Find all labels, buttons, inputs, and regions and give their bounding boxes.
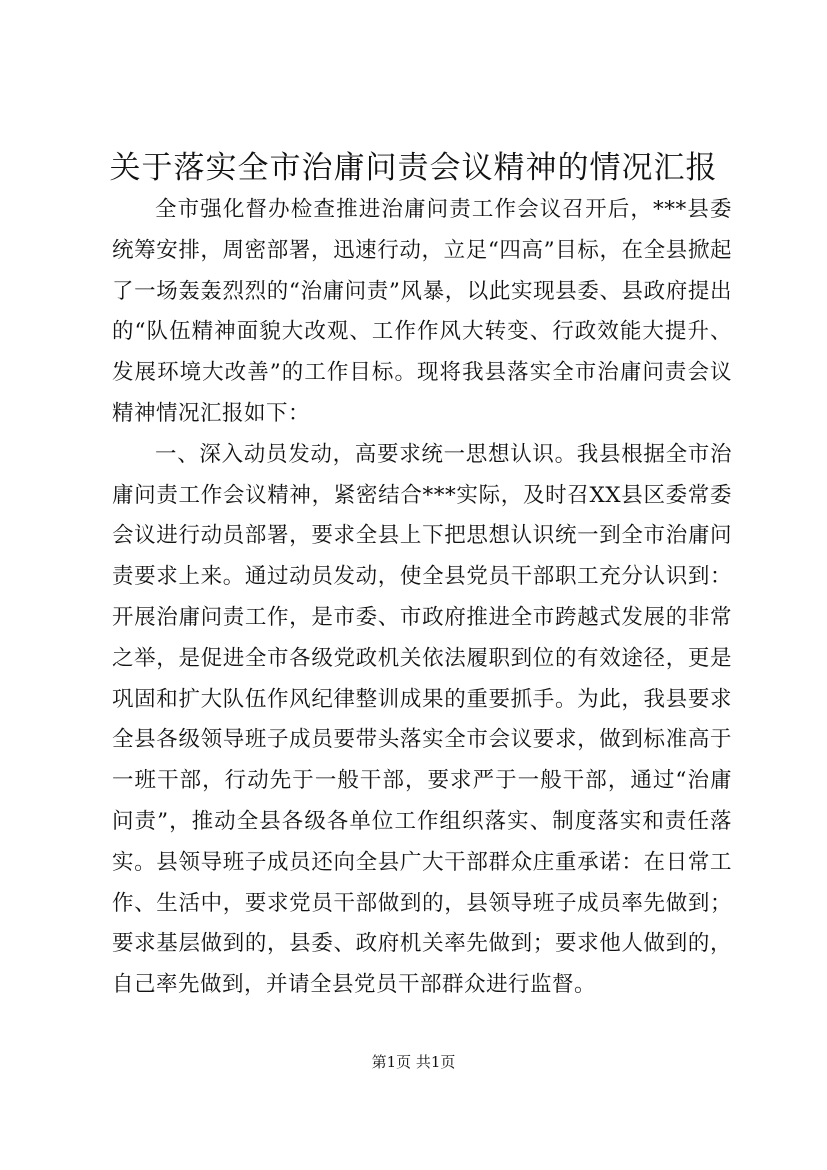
- document-body: [112, 190, 732, 1006]
- paragraph-intro: 全市强化督办检查推进治庸问责工作会议召开后，***县委统筹安排，周密部署，迅速行动，立足“四高”目标，在全县掀起了一场轰轰烈烈的“治庸问责”风暴，以此实现县委、县政府提出的“队伍精神面貌大改观、工作作风大转变、行政效能大提升、发展环境大改善”的工作目标。现将我县落实全市治庸问责会议精神情况汇报如下：: [112, 197, 732, 426]
- page-number-footer: 第1页 共1页: [371, 1053, 456, 1071]
- document-title: 关于落实全市治庸问责会议精神的情况汇报: [109, 150, 718, 186]
- paragraph-section-one: 一、深入动员发动，高要求统一思想认识。我县根据全市治庸问责工作会议精神，紧密结合***实际，及时召XX县区委常委会议进行动员部署，要求全县上下把思想认识统一到全市治庸问责要求上来。通过动员发动，使全县党员干部职工充分认识到：开展治庸问责工作，是市委、市政府推进全市跨越式发展的非常之举，是促进全市各级党政机关依法履职到位的有效途径，更是巩固和扩大队伍作风纪律整训成果的重要抓手。为此，我县要求全县各级领导班子成员要带头落实全市会议要求，做到标准高于一班干部，行动先于一般干部，要求严于一般干部，通过“治庸问责”，推动全县各级各单位工作组织落实、制度落实和责任落实。县领导班子成员还向全县广大干部群众庄重承诺：在日常工作、生活中，要求党员干部做到的，县领导班子成员率先做到；要求基层做到的，县委、政府机关率先做到；要求他人做到的，自己率先做到，并请全县党员干部群众进行监督。: [112, 441, 732, 998]
